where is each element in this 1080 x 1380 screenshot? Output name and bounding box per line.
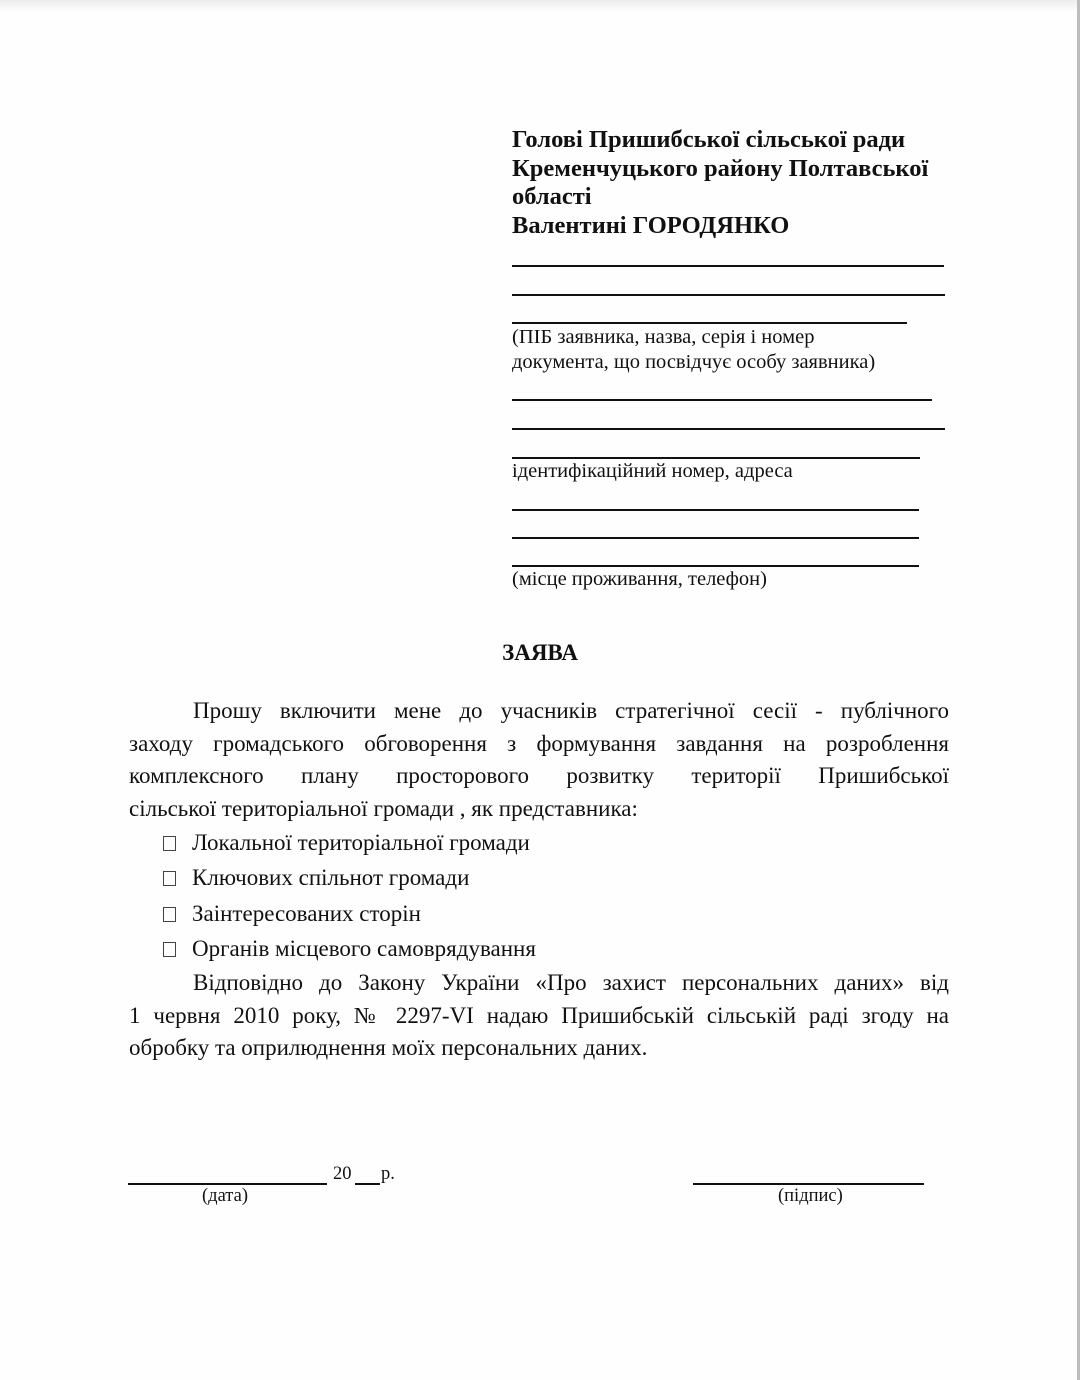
checkbox-icon[interactable] xyxy=(163,907,176,922)
date-caption: (дата) xyxy=(202,1186,248,1206)
applicant-residence-line[interactable] xyxy=(512,509,919,511)
option-label: Локальної територіальної громади xyxy=(192,830,530,855)
option-label: Заінтересованих сторін xyxy=(192,901,421,926)
signature-caption: (підпис) xyxy=(778,1186,843,1206)
applicant-id-caption: ідентифікаційний номер, адреса xyxy=(512,460,793,482)
applicant-residence-line[interactable] xyxy=(512,537,919,539)
consent-paragraph xyxy=(129,967,949,1065)
addressee-line: Валентині ГОРОДЯНКО xyxy=(512,211,790,239)
checkbox-icon[interactable] xyxy=(163,942,176,957)
applicant-id-line[interactable] xyxy=(512,399,932,401)
page-top-shadow xyxy=(0,0,1080,12)
option-local-government[interactable] xyxy=(163,934,536,964)
addressee-line: Голові Пришибської сільської ради xyxy=(512,126,906,153)
year-prefix: 20 xyxy=(333,1164,352,1184)
consent-line: обробку та оприлюднення моїх персональних даних. xyxy=(129,1035,648,1060)
request-paragraph xyxy=(129,695,949,825)
request-line: комплексного плану просторового розвитку території Пришибської xyxy=(129,763,949,788)
applicant-name-line[interactable] xyxy=(512,294,945,296)
consent-line-text: Відповідно до Закону України «Про захист персональних даних» від xyxy=(193,970,949,995)
checkbox-icon[interactable] xyxy=(163,836,176,851)
checkbox-icon[interactable] xyxy=(163,871,176,886)
addressee-line: Кременчуцького району Полтавської xyxy=(512,154,929,182)
consent-line: 1 червня 2010 року, № 2297-VI надаю Пришибській сільській раді згоду на xyxy=(129,1002,949,1028)
option-local-community[interactable] xyxy=(163,828,530,858)
option-key-communities[interactable] xyxy=(163,863,469,893)
year-suffix: р. xyxy=(381,1164,395,1184)
document-title: ЗАЯВА xyxy=(502,640,578,665)
option-stakeholders[interactable] xyxy=(163,899,421,929)
option-label: Ключових спільнот громади xyxy=(192,865,470,890)
applicant-name-caption: (ПІБ заявника, назва, серія і номер xyxy=(512,326,815,348)
request-line xyxy=(129,695,949,728)
year-line[interactable] xyxy=(355,1183,380,1185)
consent-line xyxy=(129,967,949,1000)
applicant-name-line[interactable] xyxy=(512,322,907,324)
date-line[interactable] xyxy=(128,1183,327,1185)
request-line-text: Прошу включити мене до учасників стратегічної сесії - публічного xyxy=(193,698,949,723)
addressee-line: області xyxy=(512,183,592,210)
request-line: заходу громадського обговорення з формування завдання на розроблення xyxy=(129,730,949,756)
applicant-name-line[interactable] xyxy=(512,265,944,267)
applicant-id-line[interactable] xyxy=(512,428,945,430)
signature-line[interactable] xyxy=(693,1183,924,1185)
request-line: сільської територіальної громади , як представника: xyxy=(129,795,638,821)
applicant-residence-caption: (місце проживання, телефон) xyxy=(512,568,767,590)
option-label: Органів місцевого самоврядування xyxy=(192,936,536,961)
addressee-block xyxy=(512,126,962,240)
applicant-name-caption: документа, що посвідчує особу заявника) xyxy=(512,351,876,373)
